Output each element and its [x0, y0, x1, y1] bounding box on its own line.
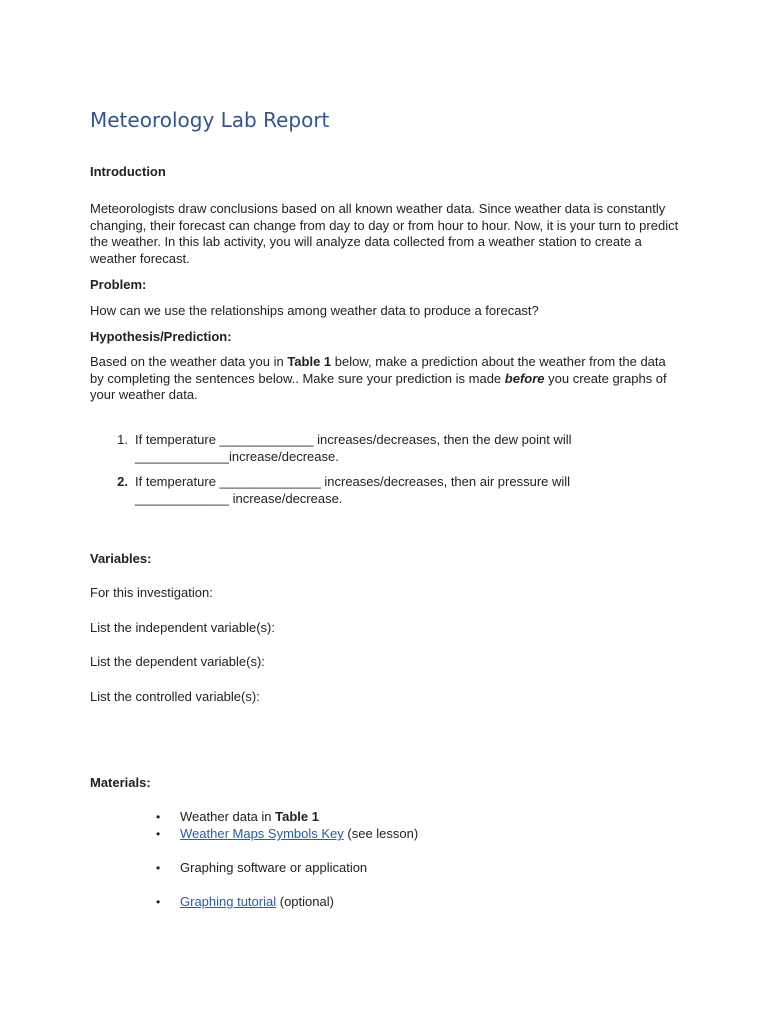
- introduction-paragraph: Meteorologists draw conclusions based on all known weather data. Since weather data is constantly changing, their forecast can change from day to day or from hour to hour. Now, it is your turn to predict the weather. In this lab activity, you will analyze data collected from a weather station to create a weather forecast.: [90, 201, 679, 266]
- introduction-heading: Introduction: [90, 164, 166, 179]
- prediction-item-1: [135, 431, 655, 465]
- problem-text: How can we use the relationships among weather data to produce a forecast?: [90, 303, 539, 318]
- page-title: Meteorology Lab Report: [90, 108, 330, 132]
- weather-maps-symbols-key-link[interactable]: Weather Maps Symbols Key: [180, 826, 344, 841]
- prediction-item-1-line1: If temperature _____________ increases/decreases, then the dew point will: [135, 432, 572, 447]
- independent-variable-prompt: List the independent variable(s):: [90, 620, 276, 635]
- hypothesis-text-part3: you create graphs of your weather data.: [90, 370, 667, 402]
- problem-heading: Problem:: [90, 277, 147, 292]
- hypothesis-before-emphasis: before: [504, 370, 545, 386]
- materials-heading: Materials:: [90, 775, 151, 790]
- hypothesis-heading: Hypothesis/Prediction:: [90, 329, 232, 344]
- prediction-number-2: 2.: [117, 474, 128, 489]
- bullet-icon: •: [156, 861, 161, 875]
- hypothesis-text-part2: below, make a prediction about the weather from the data by completing the sentences below.. Make sure your prediction is made: [90, 354, 666, 386]
- materials-item-weather-data: [180, 809, 319, 825]
- prediction-number-1: 1.: [117, 432, 128, 447]
- materials-item-2-suffix: (see lesson): [343, 826, 419, 841]
- prediction-item-2-line1: If temperature ______________ increases/decreases, then air pressure will: [135, 474, 571, 489]
- materials-item-symbols-key: [180, 826, 418, 842]
- dependent-variable-prompt: List the dependent variable(s):: [90, 654, 265, 669]
- materials-item-graphing-software: Graphing software or application: [180, 860, 368, 875]
- bullet-icon: •: [156, 827, 161, 841]
- materials-item-1-text: Weather data in: [180, 809, 276, 824]
- prediction-item-2-line2: _____________ increase/decrease.: [135, 491, 343, 506]
- materials-item-4-suffix: (optional): [276, 894, 334, 909]
- bullet-icon: •: [156, 810, 161, 824]
- variables-heading: Variables:: [90, 551, 152, 566]
- hypothesis-text-part1: Based on the weather data you in: [90, 354, 288, 369]
- materials-item-1-table: Table 1: [275, 809, 319, 824]
- controlled-variable-prompt: List the controlled variable(s):: [90, 689, 260, 704]
- materials-item-graphing-tutorial: [180, 894, 334, 910]
- prediction-item-2: [135, 473, 655, 507]
- prediction-item-1-line2: _____________increase/decrease.: [135, 449, 339, 464]
- hypothesis-paragraph: [90, 354, 682, 404]
- variables-intro: For this investigation:: [90, 585, 213, 600]
- bullet-icon: •: [156, 895, 161, 909]
- graphing-tutorial-link[interactable]: Graphing tutorial: [180, 894, 277, 909]
- hypothesis-table-ref: Table 1: [287, 354, 332, 369]
